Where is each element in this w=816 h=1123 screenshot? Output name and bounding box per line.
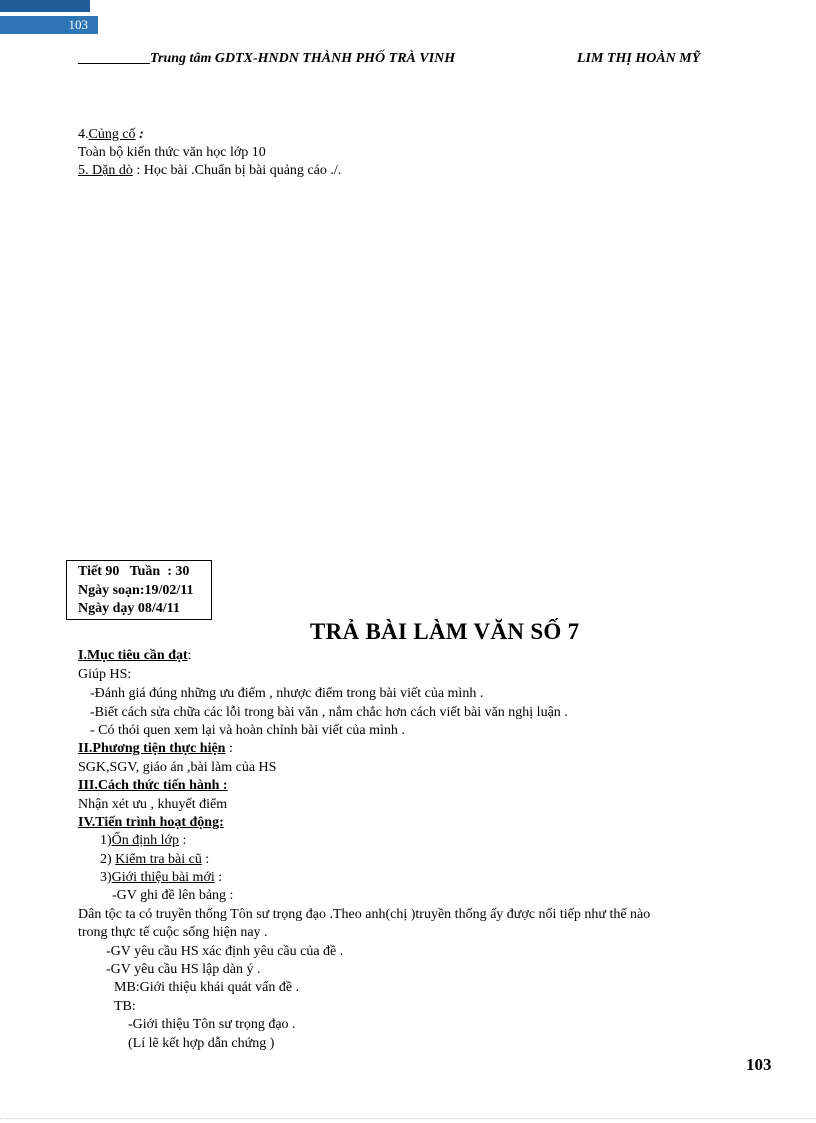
outline-tb-item: -Giới thiệu Tôn sư trọng đạo . <box>128 1017 296 1032</box>
dan-do-text: : Học bài .Chuẩn bị bài quảng cáo ./. <box>132 163 342 178</box>
page-tab: 103 <box>0 16 98 34</box>
header-rule <box>78 63 150 64</box>
section-1-heading <box>78 646 192 665</box>
outline-mb: MB:Giới thiệu khái quát vấn đề . <box>114 980 300 995</box>
lesson-teach-date: Ngày dạy 08/4/11 <box>78 601 180 616</box>
dan-do-line <box>78 161 341 180</box>
step-2 <box>100 850 209 869</box>
header-accent-bar <box>0 0 90 12</box>
section-1-heading-suffix: : <box>187 648 192 663</box>
header-center: Trung tâm GDTX-HNDN THÀNH PHỐ TRÀ VINH <box>150 51 456 66</box>
step-3-suffix: : <box>214 870 223 885</box>
cung-co-colon: : <box>135 127 144 142</box>
step-1 <box>100 831 186 850</box>
lesson-period: Tiết 90 Tuần : 30 <box>78 564 190 579</box>
lesson-prep-date: Ngày soạn:19/02/11 <box>78 582 194 598</box>
cung-co-label: Củng cố <box>88 127 136 142</box>
section-2-heading <box>78 739 233 758</box>
page-title: TRẢ BÀI LÀM VĂN SỐ 7 <box>310 619 580 644</box>
page-number: 103 <box>746 1055 772 1074</box>
cung-co-number: 4. <box>78 127 89 142</box>
gv-request-2: -GV yêu cầu HS lập dàn ý . <box>106 962 261 977</box>
section-3-text: Nhận xét ưu , khuyết điểm <box>78 797 228 812</box>
outline-tb-note: (Lí lẽ kết hợp dẫn chứng ) <box>128 1036 275 1051</box>
outline-tb: TB: <box>114 999 136 1014</box>
running-header <box>78 50 738 68</box>
section-1-item: - Có thói quen xem lại và hoàn chỉnh bài viết của mình . <box>90 723 405 738</box>
section-1-item: -Đánh giá đúng những ưu điểm , nhược điểm trong bài viết của mình . <box>90 686 484 701</box>
section-2-heading-text: II.Phương tiện thực hiện <box>78 741 226 756</box>
topic-line-2: trong thực tế cuộc sống hiện nay . <box>78 925 268 940</box>
section-1-heading-text: I.Mục tiêu cần đạt <box>78 648 188 663</box>
step-3-label: Giới thiệu bài mới <box>111 870 215 885</box>
section-2-text: SGK,SGV, giáo án ,bài làm của HS <box>78 760 277 775</box>
section-3-heading: III.Cách thức tiến hành : <box>78 778 228 793</box>
header-author: LIM THỊ HOÀN MỸ <box>577 51 701 66</box>
step-1-suffix: : <box>178 833 187 848</box>
section-1-intro: Giúp HS: <box>78 667 132 682</box>
cung-co-text: Toàn bộ kiến thức văn học lớp 10 <box>78 145 266 160</box>
gv-write-topic: -GV ghi đề lên bảng : <box>112 888 234 903</box>
cung-co-heading <box>78 125 144 144</box>
gv-request-1: -GV yêu cầu HS xác định yêu cầu của đề . <box>106 944 344 959</box>
step-2-suffix: : <box>201 852 210 867</box>
topic-line-1: Dân tộc ta có truyền thống Tôn sư trọng đạo .Theo anh(chị )truyền thống ấy được nối tiếp như thế nào <box>78 907 651 922</box>
dan-do-label: 5. Dặn dò <box>78 163 133 178</box>
step-1-number: 1) <box>100 833 112 848</box>
step-3-number: 3) <box>100 870 112 885</box>
bottom-divider <box>0 1118 816 1119</box>
step-2-number: 2) <box>100 852 116 867</box>
section-1-item: -Biết cách sửa chữa các lỗi trong bài văn , nắm chắc hơn cách viết bài văn nghị luận . <box>90 705 568 720</box>
section-4-heading: IV.Tiến trình hoạt động: <box>78 815 224 830</box>
step-3 <box>100 868 222 887</box>
section-2-heading-suffix: : <box>225 741 233 756</box>
step-1-label: Ổn định lớp <box>111 833 179 848</box>
step-2-label: Kiểm tra bài cũ <box>115 852 202 867</box>
lesson-info-box <box>66 560 212 620</box>
